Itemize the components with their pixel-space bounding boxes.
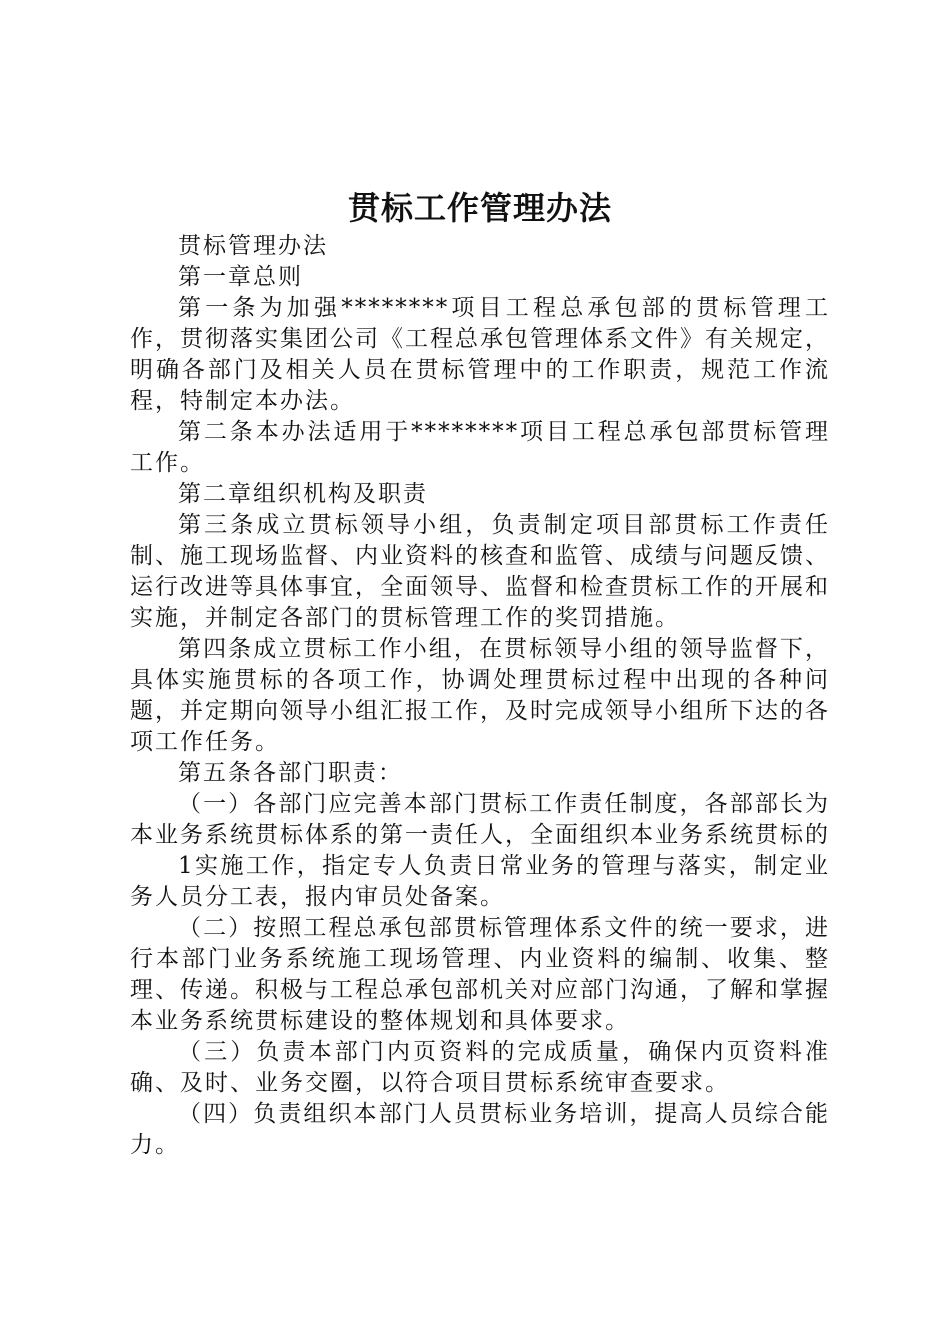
paragraph-chapter-2-heading: 第二章组织机构及职责 (178, 481, 428, 507)
paragraph-article-2: 第二条本办法适用于********项目工程总承包部贯标管理工作。 (130, 419, 830, 476)
paragraph-item-1-continued: 1实施工作，指定专人负责日常业务的管理与落实，制定业务人员分工表，报内审员处备案。 (130, 853, 830, 910)
paragraph-article-3: 第三条成立贯标领导小组，负责制定项目部贯标工作责任制、施工现场监督、内业资料的核查和监管、成绩与问题反馈、运行改进等具体事宜，全面领导、监督和检查贯标工作的开展和实施，并制定各部门的贯标管理工作的奖罚措施。 (130, 512, 830, 631)
paragraph-chapter-1-heading: 第一章总则 (178, 264, 303, 290)
paragraph-item-3: （三）负责本部门内页资料的完成质量，确保内页资料准确、及时、业务交圈，以符合项目贯标系统审查要求。 (130, 1039, 830, 1096)
paragraph-article-1: 第一条为加强********项目工程总承包部的贯标管理工作，贯彻落实集团公司《工程总承包管理体系文件》有关规定，明确各部门及相关人员在贯标管理中的工作职责，规范工作流程，特制定本办法。 (130, 295, 830, 414)
paragraph-item-4: （四）负责组织本部门人员贯标业务培训，提高人员综合能力。 (130, 1101, 830, 1158)
paragraph-article-4: 第四条成立贯标工作小组，在贯标领导小组的领导监督下，具体实施贯标的各项工作，协调处理贯标过程中出现的各种问题，并定期向领导小组汇报工作，及时完成领导小组所下达的各项工作任务。 (130, 636, 830, 755)
paragraph-article-5: 第五条各部门职责： (178, 760, 403, 786)
paragraph-subtitle: 贯标管理办法 (178, 233, 328, 259)
paragraph-item-1: （一）各部门应完善本部门贯标工作责任制度，各部部长为本业务系统贯标体系的第一责任人，全面组织本业务系统贯标的 (130, 791, 830, 848)
document-title: 贯标工作管理办法 (347, 189, 612, 227)
paragraph-item-2: （二）按照工程总承包部贯标管理体系文件的统一要求，进行本部门业务系统施工现场管理、内业资料的编制、收集、整理、传递。积极与工程总承包部机关对应部门沟通，了解和掌握本业务系统贯标建设的整体规划和具体要求。 (130, 915, 830, 1034)
document-body (130, 231, 830, 1161)
